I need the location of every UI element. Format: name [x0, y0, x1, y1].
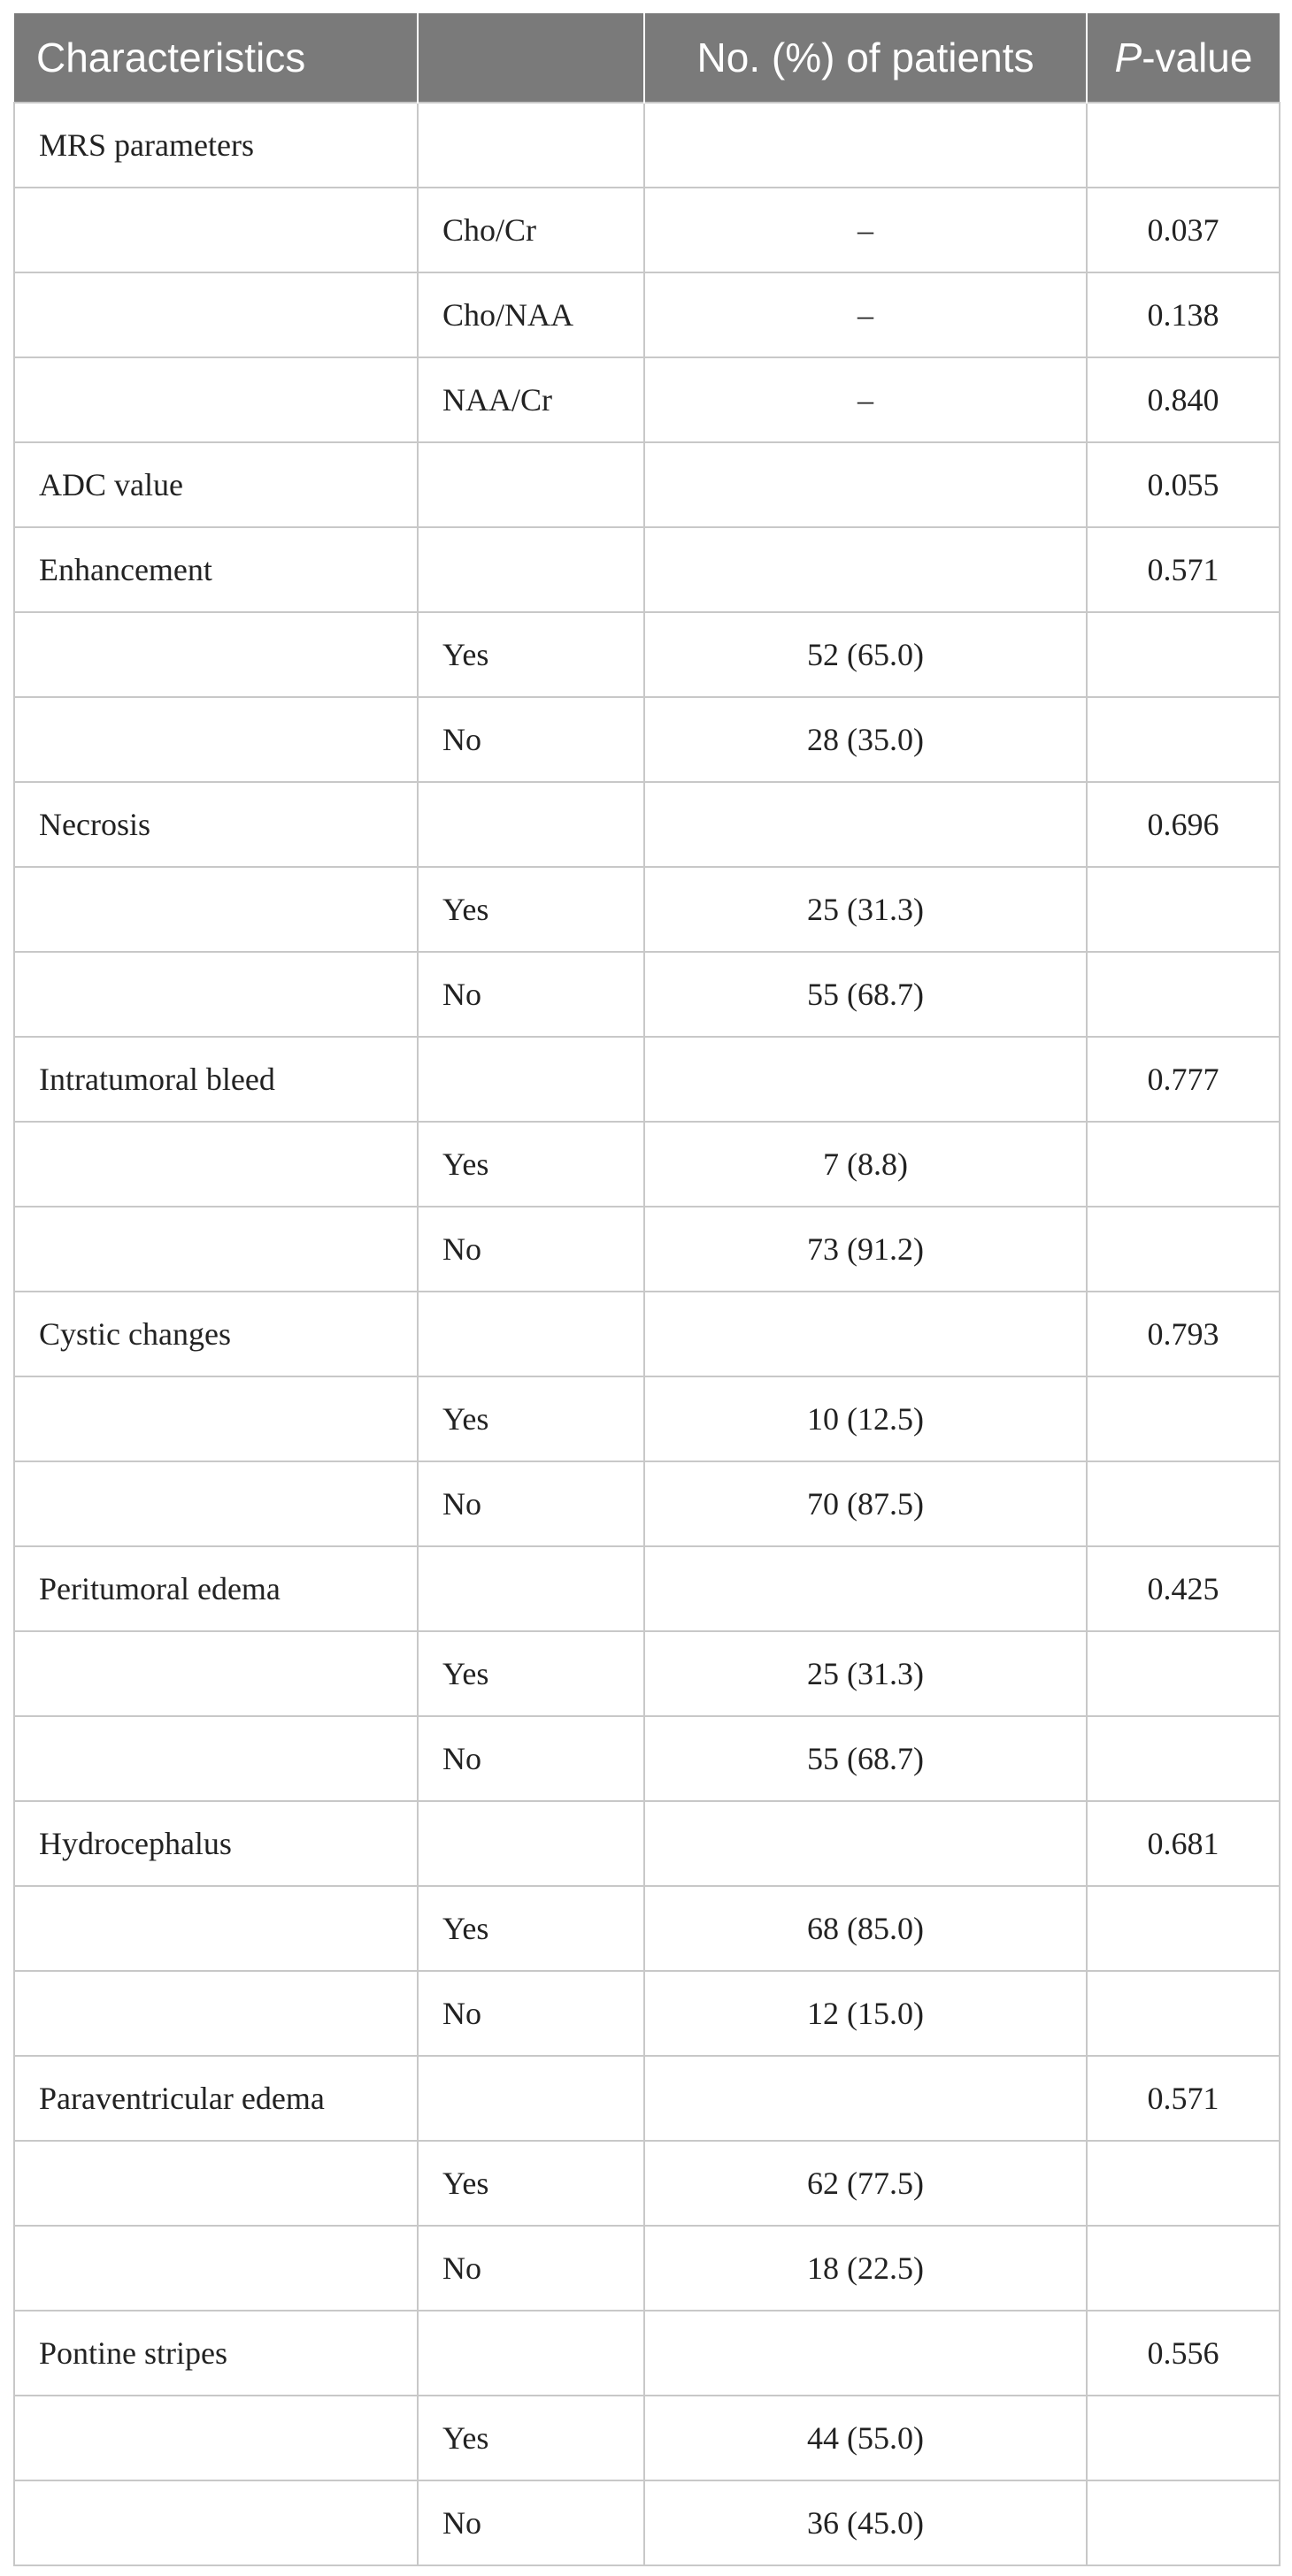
cell-subcategory: Cho/Cr: [418, 188, 644, 272]
cell-subcategory: [418, 527, 644, 612]
cell-subcategory: No: [418, 1207, 644, 1292]
cell-subcategory: No: [418, 1971, 644, 2056]
cell-p-value: [1087, 2141, 1280, 2226]
cell-subcategory: No: [418, 2226, 644, 2311]
cell-patient-count: [644, 1292, 1087, 1376]
table-row: [14, 1716, 1280, 1801]
cell-characteristic: [14, 1376, 418, 1461]
cell-subcategory: [418, 2311, 644, 2396]
cell-p-value: [1087, 1971, 1280, 2056]
characteristics-table-container: [13, 13, 1279, 2566]
table-row: [14, 1971, 1280, 2056]
cell-patient-count: 25 (31.3): [644, 1631, 1087, 1716]
cell-characteristic: Intratumoral bleed: [14, 1037, 418, 1122]
cell-patient-count: 55 (68.7): [644, 1716, 1087, 1801]
cell-subcategory: No: [418, 2480, 644, 2565]
header-characteristics: Characteristics: [14, 13, 418, 103]
table-row: [14, 952, 1280, 1037]
cell-p-value: [1087, 103, 1280, 188]
cell-characteristic: [14, 1886, 418, 1971]
table-row: [14, 1546, 1280, 1631]
cell-characteristic: Enhancement: [14, 527, 418, 612]
cell-p-value: [1087, 1122, 1280, 1207]
cell-patient-count: 73 (91.2): [644, 1207, 1087, 1292]
cell-p-value: [1087, 867, 1280, 952]
cell-p-value: 0.777: [1087, 1037, 1280, 1122]
cell-patient-count: 68 (85.0): [644, 1886, 1087, 1971]
cell-patient-count: [644, 442, 1087, 527]
table-row: [14, 2226, 1280, 2311]
table-row: [14, 1631, 1280, 1716]
header-row: [14, 13, 1280, 103]
cell-p-value: 0.138: [1087, 272, 1280, 357]
cell-subcategory: [418, 1801, 644, 1886]
table-row: [14, 782, 1280, 867]
cell-subcategory: Yes: [418, 1122, 644, 1207]
cell-p-value: [1087, 1461, 1280, 1546]
header-patient-count: No. (%) of patients: [644, 13, 1087, 103]
cell-characteristic: MRS parameters: [14, 103, 418, 188]
cell-patient-count: 7 (8.8): [644, 1122, 1087, 1207]
table-row: [14, 527, 1280, 612]
cell-patient-count: –: [644, 272, 1087, 357]
cell-patient-count: 70 (87.5): [644, 1461, 1087, 1546]
table-row: [14, 1801, 1280, 1886]
cell-subcategory: [418, 2056, 644, 2141]
cell-p-value: [1087, 1207, 1280, 1292]
table-row: [14, 103, 1280, 188]
cell-patient-count: 62 (77.5): [644, 2141, 1087, 2226]
table-row: [14, 188, 1280, 272]
cell-p-value: 0.840: [1087, 357, 1280, 442]
cell-p-value: 0.037: [1087, 188, 1280, 272]
cell-p-value: [1087, 612, 1280, 697]
cell-subcategory: Yes: [418, 2396, 644, 2480]
cell-characteristic: [14, 697, 418, 782]
table-row: [14, 1122, 1280, 1207]
cell-subcategory: Yes: [418, 2141, 644, 2226]
cell-patient-count: 36 (45.0): [644, 2480, 1087, 2565]
header-subcategory: [418, 13, 644, 103]
header-p-value-letter: P: [1114, 34, 1142, 80]
cell-subcategory: [418, 782, 644, 867]
cell-p-value: 0.793: [1087, 1292, 1280, 1376]
cell-patient-count: 10 (12.5): [644, 1376, 1087, 1461]
cell-p-value: 0.556: [1087, 2311, 1280, 2396]
cell-p-value: [1087, 1716, 1280, 1801]
cell-p-value: [1087, 2226, 1280, 2311]
cell-characteristic: Paraventricular edema: [14, 2056, 418, 2141]
cell-p-value: [1087, 697, 1280, 782]
cell-characteristic: [14, 1207, 418, 1292]
cell-patient-count: 55 (68.7): [644, 952, 1087, 1037]
cell-patient-count: [644, 103, 1087, 188]
cell-characteristic: [14, 272, 418, 357]
cell-characteristic: Pontine stripes: [14, 2311, 418, 2396]
table-row: [14, 2056, 1280, 2141]
cell-characteristic: [14, 188, 418, 272]
table-row: [14, 1886, 1280, 1971]
cell-subcategory: [418, 442, 644, 527]
cell-subcategory: Yes: [418, 867, 644, 952]
cell-p-value: [1087, 1631, 1280, 1716]
table-header: [14, 13, 1280, 103]
cell-characteristic: [14, 1716, 418, 1801]
cell-p-value: [1087, 2396, 1280, 2480]
cell-patient-count: [644, 1546, 1087, 1631]
cell-subcategory: [418, 1546, 644, 1631]
table-row: [14, 2396, 1280, 2480]
cell-patient-count: –: [644, 357, 1087, 442]
cell-p-value: 0.571: [1087, 527, 1280, 612]
cell-patient-count: [644, 527, 1087, 612]
cell-subcategory: [418, 1292, 644, 1376]
header-p-value-suffix: -value: [1142, 34, 1253, 80]
table-row: [14, 357, 1280, 442]
cell-characteristic: [14, 2480, 418, 2565]
cell-subcategory: Yes: [418, 1886, 644, 1971]
table-row: [14, 1207, 1280, 1292]
cell-subcategory: [418, 103, 644, 188]
cell-characteristic: Peritumoral edema: [14, 1546, 418, 1631]
cell-subcategory: Yes: [418, 1631, 644, 1716]
table-row: [14, 1461, 1280, 1546]
cell-patient-count: 18 (22.5): [644, 2226, 1087, 2311]
table-row: [14, 2141, 1280, 2226]
cell-patient-count: [644, 2311, 1087, 2396]
cell-characteristic: [14, 2226, 418, 2311]
header-p-value: [1087, 13, 1280, 103]
table-row: [14, 1376, 1280, 1461]
cell-characteristic: [14, 1631, 418, 1716]
cell-characteristic: Cystic changes: [14, 1292, 418, 1376]
table-body: [14, 103, 1280, 2565]
cell-characteristic: ADC value: [14, 442, 418, 527]
cell-subcategory: NAA/Cr: [418, 357, 644, 442]
cell-characteristic: [14, 2141, 418, 2226]
cell-p-value: [1087, 2480, 1280, 2565]
cell-characteristic: [14, 612, 418, 697]
cell-characteristic: [14, 357, 418, 442]
cell-p-value: 0.681: [1087, 1801, 1280, 1886]
cell-subcategory: No: [418, 697, 644, 782]
cell-characteristic: [14, 2396, 418, 2480]
cell-patient-count: [644, 1801, 1087, 1886]
table-row: [14, 2311, 1280, 2396]
table-row: [14, 442, 1280, 527]
cell-patient-count: 25 (31.3): [644, 867, 1087, 952]
cell-characteristic: Necrosis: [14, 782, 418, 867]
cell-p-value: [1087, 1376, 1280, 1461]
cell-patient-count: 28 (35.0): [644, 697, 1087, 782]
cell-p-value: [1087, 1886, 1280, 1971]
cell-characteristic: [14, 1461, 418, 1546]
cell-subcategory: Cho/NAA: [418, 272, 644, 357]
cell-characteristic: Hydrocephalus: [14, 1801, 418, 1886]
cell-patient-count: –: [644, 188, 1087, 272]
table-row: [14, 1037, 1280, 1122]
table-row: [14, 2480, 1280, 2565]
cell-p-value: 0.696: [1087, 782, 1280, 867]
cell-p-value: 0.055: [1087, 442, 1280, 527]
table-row: [14, 612, 1280, 697]
cell-patient-count: 44 (55.0): [644, 2396, 1087, 2480]
cell-subcategory: Yes: [418, 612, 644, 697]
table-row: [14, 867, 1280, 952]
cell-subcategory: No: [418, 1461, 644, 1546]
cell-patient-count: 12 (15.0): [644, 1971, 1087, 2056]
characteristics-table: [13, 13, 1280, 2566]
cell-characteristic: [14, 867, 418, 952]
cell-characteristic: [14, 952, 418, 1037]
cell-subcategory: No: [418, 952, 644, 1037]
cell-p-value: [1087, 952, 1280, 1037]
cell-p-value: 0.571: [1087, 2056, 1280, 2141]
cell-subcategory: [418, 1037, 644, 1122]
table-row: [14, 697, 1280, 782]
cell-patient-count: [644, 782, 1087, 867]
cell-patient-count: 52 (65.0): [644, 612, 1087, 697]
cell-subcategory: No: [418, 1716, 644, 1801]
cell-characteristic: [14, 1971, 418, 2056]
cell-patient-count: [644, 2056, 1087, 2141]
cell-subcategory: Yes: [418, 1376, 644, 1461]
cell-patient-count: [644, 1037, 1087, 1122]
cell-characteristic: [14, 1122, 418, 1207]
table-row: [14, 272, 1280, 357]
table-row: [14, 1292, 1280, 1376]
cell-p-value: 0.425: [1087, 1546, 1280, 1631]
